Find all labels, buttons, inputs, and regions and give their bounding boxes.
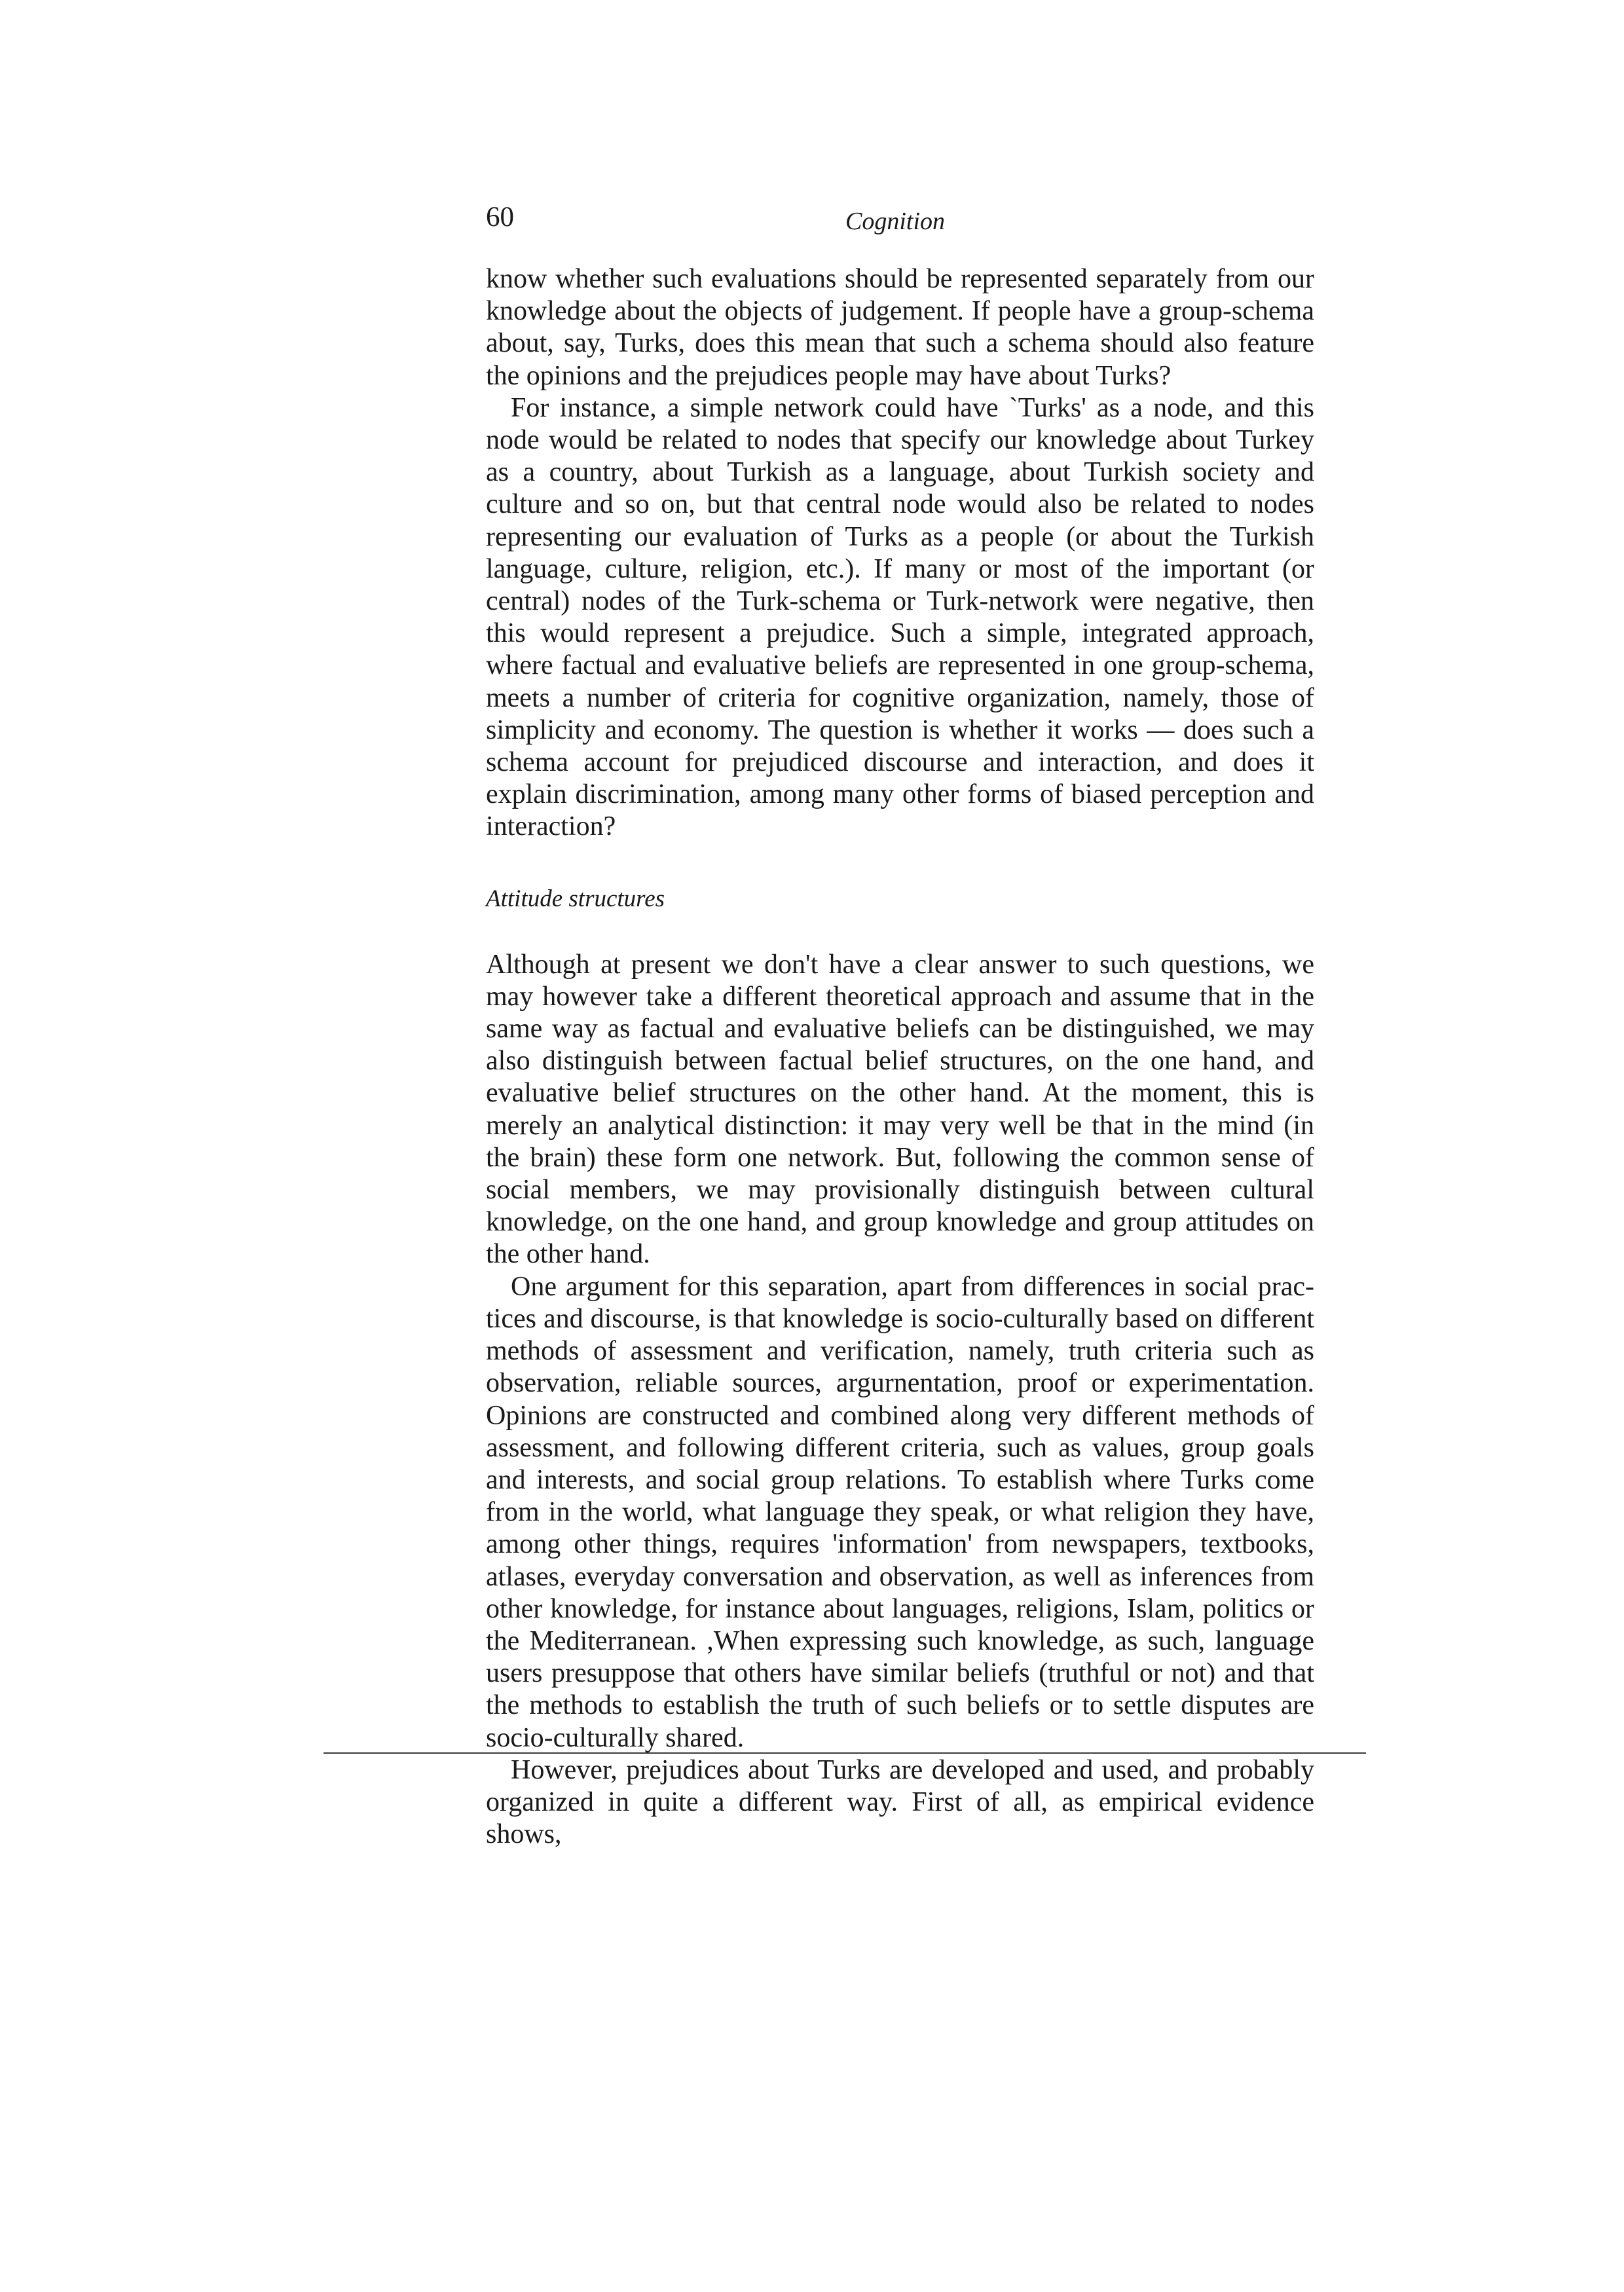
footer-rule: [323, 1752, 1366, 1754]
paragraph: For instance, a simple network could have `Turks' as a node, and this node would be related to nodes that specify our knowledge about Turkey as a country, about Turkish as a language, about Turkish society and culture and so on, but that central node would also be related to nodes representing our evaluation of Turks as a people (or about the Turkish language, culture, religion, etc.). If many or most of the important (or central) nodes of the Turk-schema or Turk-network were negative, then this would represent a prejudice. Such a simple, integrated approach, where factual and evaluative beliefs are represented in one group-schema, meets a number of criteria for cognitive organization, namely, those of simplicity and economy. The question is whether it works — does such a schema account for prejudiced discourse and interaction, and does it explain discrimination, among many other forms of biased perception and interaction?: [486, 392, 1314, 842]
body-text: [486, 263, 1314, 1851]
section-heading: Attitude structures: [486, 885, 665, 912]
page-header: [486, 198, 1304, 244]
paragraph: However, prejudices about Turks are developed and used, and probably organized in quite a different way. First of all, as empirical evidence shows,: [486, 1754, 1314, 1850]
paragraph: Although at present we don't have a clear answer to such questions, we may however take a different theoretical approach and assume that in the same way as factual and evaluative beliefs can be distinguished, we may also distinguish between factual belief structures, on the one hand, and evaluative belief structures on the other hand. At the moment, this is merely an analytical distinction: it may very well be that in the mind (in the brain) these form one network. But, following the common sense of social members, we may provisionally distinguish between cultural knowledge, on the one hand, and group knowledge and group attitudes on the other hand.: [486, 949, 1314, 1270]
running-head: Cognition: [845, 208, 946, 235]
page-number: 60: [486, 202, 514, 232]
paragraph: know whether such evaluations should be represented separately from our knowledge about the objects of judgement. If people have a group-schema about, say, Turks, does this mean that such a schema should also feature the opinions and the prejudices people may have about Turks?: [486, 264, 1314, 391]
paragraph: One argument for this separation, apart from differences in social prac-tices and discourse, is that knowledge is socio-culturally based on different methods of assessment and verification, namely, truth criteria such as observation, reliable sources, argurnentation, proof or experimentation. Opinions are constructed and combined along very different methods of assessment, and following different criteria, such as values, group goals and interests, and social group relations. To establish where Turks come from in the world, what language they speak, or what religion they have, among other things, requires 'information' from newspapers, textbooks, atlases, everyday conversation and observation, as well as inferences from other knowledge, for instance about languages, religions, Islam, politics or the Mediterranean. ,When expressing such knowledge, as such, language users presuppose that others have similar beliefs (truthful or not) and that the methods to establish the truth of such beliefs or to settle disputes are socio-culturally shared.: [486, 1271, 1314, 1753]
